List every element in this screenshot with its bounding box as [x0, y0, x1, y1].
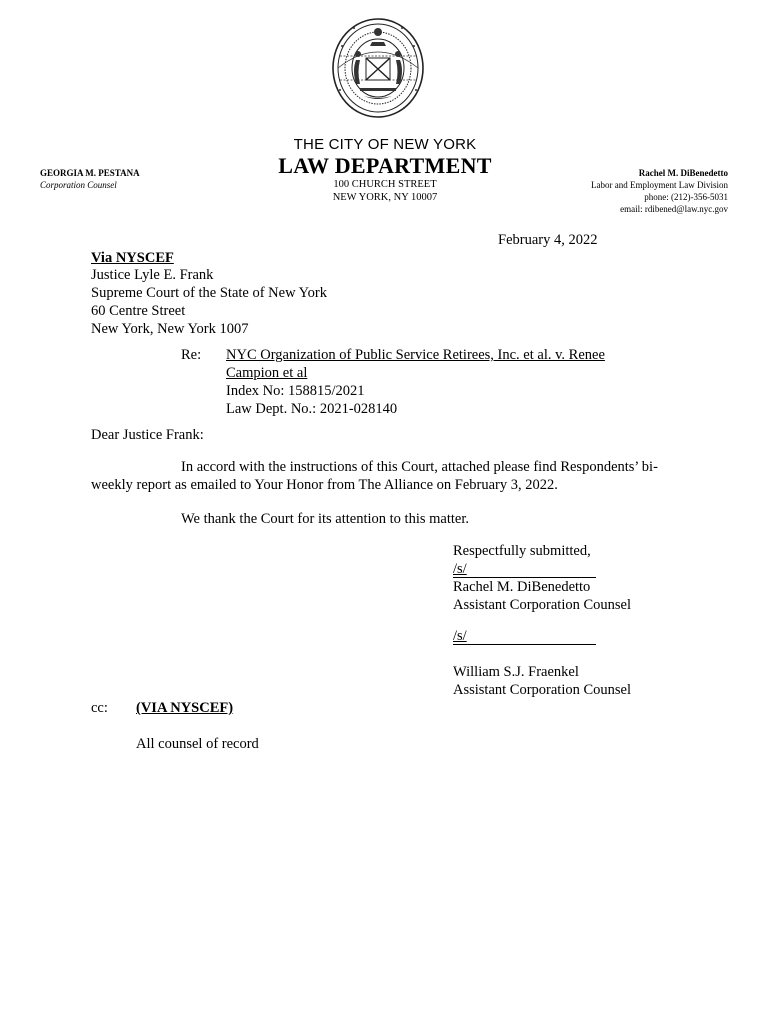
signature-2-mark: /s/ — [453, 628, 467, 644]
re-index: Index No: 158815/2021 — [226, 383, 365, 399]
attorney-name: Rachel M. DiBenedetto — [638, 168, 728, 178]
closing: Respectfully submitted, — [453, 543, 591, 559]
attorney-division: Labor and Employment Law Division — [591, 180, 728, 190]
cc-recipient: All counsel of record — [136, 736, 259, 752]
recipient-line-1: Justice Lyle E. Frank — [91, 267, 214, 283]
paragraph-2: We thank the Court for its attention to this matter. — [181, 511, 469, 527]
signature-2-name: William S.J. Fraenkel — [453, 664, 579, 680]
re-label: Re: — [181, 347, 202, 363]
corporation-counsel-title: Corporation Counsel — [40, 180, 117, 190]
city-title: THE CITY OF NEW YORK — [293, 136, 477, 153]
signature-1-name: Rachel M. DiBenedetto — [453, 579, 591, 595]
address-line-1: 100 CHURCH STREET — [333, 179, 437, 190]
signature-1-mark: /s/ — [453, 561, 467, 577]
paragraph-1-line-1: In accord with the instructions of this Court, attached please find Respondents’ bi- — [181, 459, 658, 475]
department-title: LAW DEPARTMENT — [278, 153, 492, 178]
recipient-line-3: 60 Centre Street — [91, 303, 186, 319]
salutation: Dear Justice Frank: — [91, 427, 204, 443]
via-label: Via NYSCEF — [91, 250, 174, 266]
signature-1-line — [453, 561, 596, 578]
signature-1-title: Assistant Corporation Counsel — [453, 597, 632, 613]
cc-label: cc: — [91, 700, 108, 716]
recipient-line-2: Supreme Court of the State of New York — [91, 285, 328, 301]
re-law-dept: Law Dept. No.: 2021-028140 — [226, 401, 398, 417]
recipient-line-4: New York, New York 1007 — [91, 321, 249, 337]
address-line-2: NEW YORK, NY 10007 — [332, 192, 438, 203]
attorney-email: email: rdibened@law.nyc.gov — [620, 204, 728, 214]
re-case-line-1: NYC Organization of Public Service Retirees, Inc. et al. v. Renee — [226, 347, 605, 363]
attorney-phone: phone: (212)-356-5031 — [644, 192, 728, 202]
letter-date: February 4, 2022 — [498, 232, 598, 248]
signature-2-line — [453, 628, 596, 645]
paragraph-1-line-2: weekly report as emailed to Your Honor from The Alliance on February 3, 2022. — [91, 477, 558, 493]
corporation-counsel-name: GEORGIA M. PESTANA — [40, 168, 140, 178]
signature-2-title: Assistant Corporation Counsel — [453, 682, 632, 698]
cc-via: (VIA NYSCEF) — [136, 700, 234, 716]
nyc-city-seal-icon — [330, 16, 426, 120]
re-case-line-2: Campion et al — [226, 365, 308, 381]
